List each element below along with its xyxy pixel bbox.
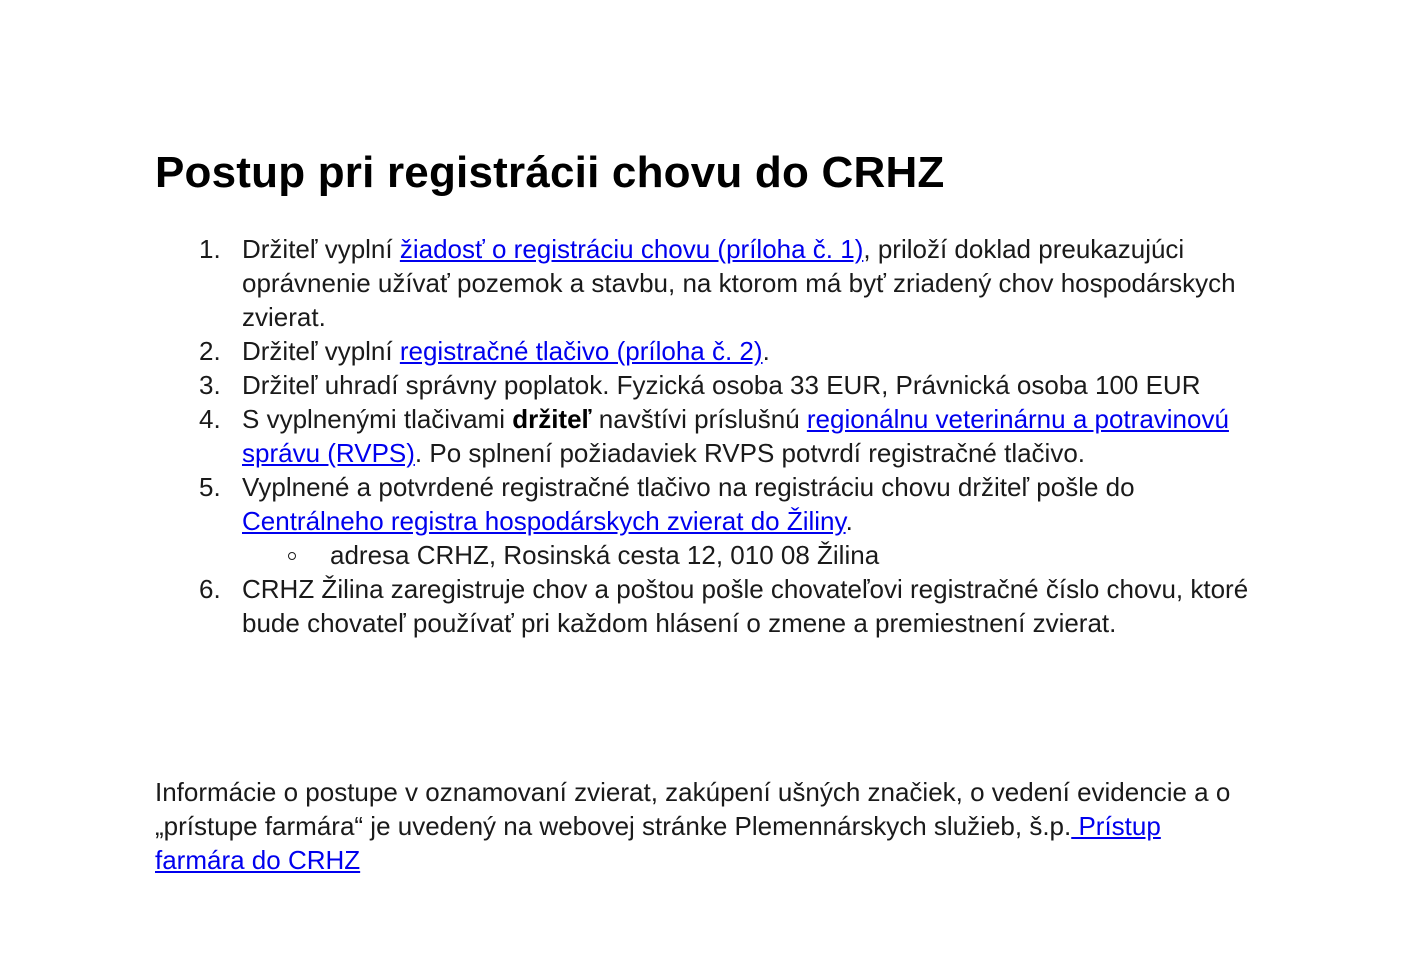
- step-number: 6.: [199, 574, 221, 604]
- info-text: Informácie o postupe v oznamovaní zvierat, zakúpení ušných značiek, o vedení evidencie a o „prístupe farmára“ je uvedený na webovej stránke Plemennárskych služieb, š.p.: [155, 777, 1231, 841]
- address-text: adresa CRHZ, Rosinská cesta 12, 010 08 Žilina: [330, 540, 880, 570]
- list-item-step-2: [155, 334, 1275, 368]
- step-number: 1.: [199, 234, 221, 264]
- step-number: 2.: [199, 336, 221, 366]
- step-text: CRHZ Žilina zaregistruje chov a poštou pošle chovateľovi registračné číslo chovu, ktoré bude chovateľ používať pri každom hlásení o zmene a premiestnení zvierat.: [242, 574, 1249, 638]
- step-text: Držiteľ vyplní: [242, 234, 400, 264]
- sub-list: [242, 538, 1275, 572]
- document-page: [155, 143, 1275, 875]
- step-bold-text: držiteľ: [512, 404, 592, 434]
- crhz-link[interactable]: Centrálneho registra hospodárskych zvierat do Žiliny: [242, 506, 846, 536]
- rvps-link[interactable]: regionálnu veterinárnu a potravinovú správu (RVPS): [242, 404, 1229, 468]
- registration-form-link[interactable]: registračné tlačivo (príloha č. 2): [399, 336, 763, 366]
- list-item-step-1: [155, 232, 1275, 334]
- registration-steps-list: [155, 232, 1275, 640]
- list-item-step-3: [155, 368, 1275, 402]
- step-text: , priloží doklad preukazujúci oprávnenie užívať pozemok a stavbu, na ktorom má byť zriadený chov hospodárskych zvierat.: [242, 234, 1236, 332]
- application-form-link[interactable]: žiadosť o registráciu chovu (príloha č. 1): [399, 234, 864, 264]
- step-number: 3.: [199, 370, 221, 400]
- step-text: Držiteľ vyplní: [242, 336, 400, 366]
- info-paragraph: [155, 775, 1235, 877]
- page-title: Postup pri registrácii chovu do CRHZ: [155, 148, 945, 197]
- list-item-step-5: [155, 470, 1275, 572]
- step-text: S vyplnenými tlačivami: [242, 404, 513, 434]
- step-text: Vyplnené a potvrdené registračné tlačivo na registráciu chovu držiteľ pošle do: [242, 472, 1135, 502]
- farmer-access-link[interactable]: Prístup farmára do CRHZ: [155, 811, 1161, 875]
- sub-list-item-address: [242, 538, 1275, 572]
- hollow-circle-bullet-icon: [288, 552, 296, 560]
- step-number: 4.: [199, 404, 221, 434]
- step-text: navštívi príslušnú: [591, 404, 807, 434]
- list-item-step-4: [155, 402, 1275, 470]
- step-number: 5.: [199, 472, 221, 502]
- step-text: .: [762, 336, 770, 366]
- list-item-step-6: [155, 572, 1275, 640]
- step-text: .: [845, 506, 853, 536]
- step-text: Držiteľ uhradí správny poplatok. Fyzická osoba 33 EUR, Právnická osoba 100 EUR: [242, 370, 1201, 400]
- step-text: . Po splnení požiadaviek RVPS potvrdí registračné tlačivo.: [414, 438, 1086, 468]
